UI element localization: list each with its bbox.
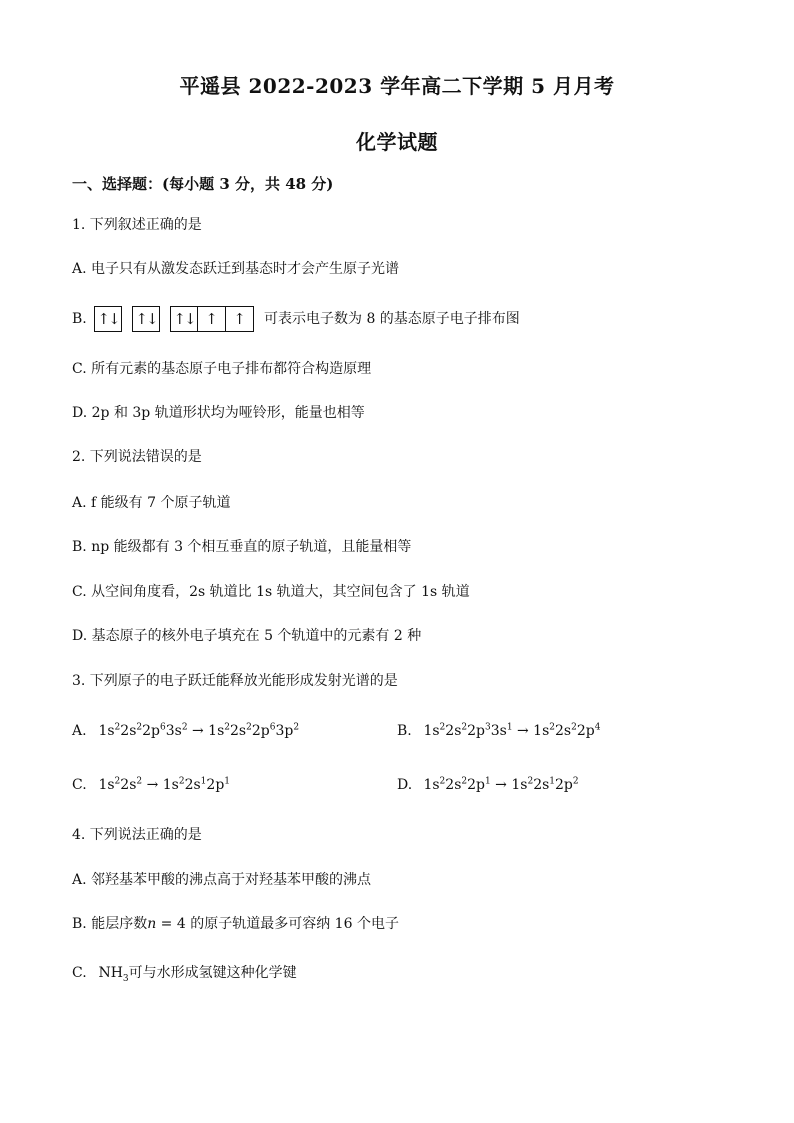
orbital-box: ↑↓	[94, 306, 122, 332]
q1-option-b-text: 可表示电子数为 8 的基态原子电子排布图	[264, 311, 520, 327]
q3-option-d-formula: $1s^22s^22p^1 \to 1s^22s^12p^2$	[423, 776, 579, 793]
exam-title: 平遥县 2022-2023 学年高二下学期 5 月月考	[179, 74, 615, 98]
q3-option-a	[72, 722, 299, 740]
q4-option-b-var: n	[147, 916, 157, 932]
formula-subscript: 3	[122, 973, 129, 984]
q1-option-b-label: B.	[72, 311, 87, 327]
q3-option-c-label: C.	[72, 777, 87, 793]
section-heading: 一、选择题：(每小题 3 分，共 48 分)	[72, 175, 334, 193]
arrow-icon: →	[192, 723, 204, 739]
q2-option-b: B. np 能级都有 3 个相互垂直的原子轨道，且能量相等	[72, 539, 412, 555]
orbital-2p	[170, 306, 254, 332]
q1-option-d: D. 2p 和 3p 轨道形状均为哑铃形，能量也相等	[72, 405, 365, 421]
q4-option-b	[72, 915, 399, 933]
q1-option-a: A. 电子只有从激发态跃迁到基态时才会产生原子光谱	[72, 261, 400, 277]
q2-option-c: C. 从空间角度看，2s 轨道比 1s 轨道大，其空间包含了 1s 轨道	[72, 584, 470, 600]
orbital-box: ↑↓	[170, 306, 198, 332]
q3-option-c-formula: $1s^22s^2 \to 1s^22s^12p^1$	[98, 776, 231, 793]
q3-option-b-label: B.	[397, 723, 412, 739]
q3-stem: 3. 下列原子的电子跃迁能释放光能形成发射光谱的是	[72, 673, 398, 689]
q1-option-c: C. 所有元素的基态原子电子排布都符合构造原理	[72, 361, 372, 377]
orbital-box: ↑↓	[132, 306, 160, 332]
q3-option-b-formula: $1s^22s^22p^33s^1 \to 1s^22s^22p^4$	[423, 722, 601, 739]
q4-stem: 4. 下列说法正确的是	[72, 827, 202, 843]
q3-option-c	[72, 776, 230, 794]
arrow-icon: →	[146, 777, 159, 793]
q4-option-c-formula	[98, 965, 129, 984]
q3-option-a-label: A.	[72, 723, 87, 739]
arrow-icon: →	[495, 777, 507, 793]
q3-option-b	[397, 722, 600, 740]
q1-option-b	[72, 306, 520, 332]
q4-option-b-post: 的原子轨道最多可容纳 16 个电子	[190, 916, 399, 932]
q4-option-c	[72, 964, 297, 982]
q2-option-a: A. f 能级有 7 个原子轨道	[72, 495, 231, 511]
orbital-box: ↑	[198, 306, 226, 332]
q4-option-b-pre: B. 能层序数	[72, 916, 148, 932]
q4-option-c-label: C.	[72, 965, 87, 981]
q4-option-a: A. 邻羟基苯甲酸的沸点高于对羟基苯甲酸的沸点	[72, 872, 372, 888]
q3-option-d-label: D.	[397, 777, 413, 793]
formula-text: NH	[98, 965, 123, 981]
q4-option-c-text: 可与水形成氢键这种化学键	[128, 965, 297, 981]
arrow-icon: →	[517, 723, 529, 739]
q2-option-d: D. 基态原子的核外电子填充在 5 个轨道中的元素有 2 种	[72, 628, 422, 644]
q3-option-d	[397, 776, 579, 794]
q2-stem: 2. 下列说法错误的是	[72, 449, 202, 465]
q4-option-b-eq: = 4	[156, 916, 186, 932]
orbital-box: ↑	[226, 306, 254, 332]
exam-subtitle: 化学试题	[356, 130, 438, 154]
q3-option-a-formula: $1s^22s^22p^63s^2 \to 1s^22s^22p^63p^2$	[98, 722, 300, 739]
q1-stem: 1. 下列叙述正确的是	[72, 217, 202, 233]
orbital-1s	[94, 306, 122, 332]
orbital-2s	[132, 306, 160, 332]
